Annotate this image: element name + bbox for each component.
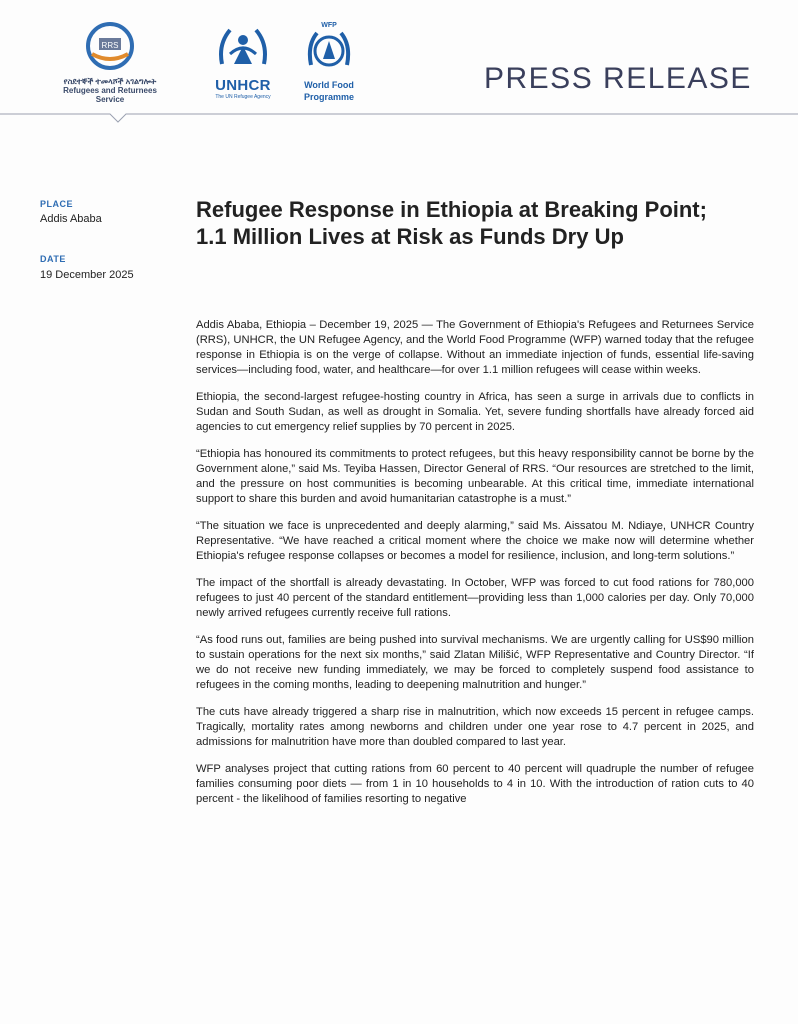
header-divider xyxy=(0,112,798,124)
paragraph: Addis Ababa, Ethiopia – December 19, 2025 — The Government of Ethiopia's Refugees and Returnees Service (RRS), UNHCR, the UN Refugee Agency, and the World Food Programme (WFP) warned today that the refugee response in Ethiopia is on the verge of collapse. Without an immediate injection of funds, essential life-saving services—including food, water, and healthcare—for over 1.1 million refugees will cease within weeks. xyxy=(196,319,754,376)
paragraph: Ethiopia, the second-largest refugee-hosting country in Africa, has seen a surge in arrivals due to conflicts in Sudan and South Sudan, as well as drought in Somalia. Yet, severe funding shortfalls have already forced aid agencies to cut emergency relief supplies by 70 percent in 2025. xyxy=(196,391,754,433)
place-value: Addis Ababa xyxy=(40,213,102,225)
unhcr-subtitle: The UN Refugee Agency xyxy=(215,94,271,100)
unhcr-laurel-icon xyxy=(216,24,270,70)
date-value: 19 December 2025 xyxy=(40,269,134,281)
wfp-logo xyxy=(296,22,362,102)
paragraph: “As food runs out, families are being pushed into survival mechanisms. We are urgently calling for US$90 million to sustain operations for the next six months,” said Zlatan Milišić, WFP Representative and Country Director. “If we do not receive new funding immediately, we may be forced to completely suspend food assistance to refugees in the coming months, leading to deepening malnutrition and hunger.” xyxy=(196,634,754,691)
rrs-caption-english: Refugees and Returnees Service xyxy=(63,86,157,104)
unhcr-logo xyxy=(205,24,281,100)
headline: Refugee Response in Ethiopia at Breaking Point; 1.1 Million Lives at Risk as Funds Dry Up xyxy=(196,197,707,249)
paragraph: The impact of the shortfall is already devastating. In October, WFP was forced to cut food rations for 780,000 refugees to just 40 percent of the standard entitlement—providing less than 1,000 calories per day. Only 70,000 newly arrived refugees currently receive full rations. xyxy=(196,577,754,619)
wfp-name-line1: World Food xyxy=(304,80,354,90)
wfp-name-line2: Programme xyxy=(303,92,355,102)
article-body xyxy=(196,318,754,819)
rrs-caption-amharic: የስደተኞች ተመላሾች አገልግሎት xyxy=(63,77,157,86)
wfp-acronym: WFP xyxy=(321,22,337,29)
rrs-logo xyxy=(52,20,168,104)
wfp-wheat-icon xyxy=(305,29,353,73)
paragraph: “The situation we face is unprecedented and deeply alarming,” said Ms. Aissatou M. Ndiaye, UNHCR Country Representative. “We have reached a critical moment where the choice we make now will determine whether Ethiopia's refugee response collapses or becomes a model for resilience, inclusion, and long-term solutions.” xyxy=(196,520,754,562)
unhcr-name: UNHCR xyxy=(215,77,271,94)
document-type-title: PRESS RELEASE xyxy=(484,62,752,95)
date-label: DATE xyxy=(40,254,66,264)
paragraph: WFP analyses project that cutting rations from 60 percent to 40 percent will quadruple the number of refugee families consuming poor diets — from 1 in 10 households to 4 in 10. With the introduction of ration cuts to 40 percent - the likelihood of families resorting to negative xyxy=(196,763,754,805)
paragraph: The cuts have already triggered a sharp rise in malnutrition, which now exceeds 15 percent in refugee camps. Tragically, mortality rates among newborns and children under one year rose to 4.7 percent in 2025, and admissions for malnutrition have more than doubled compared to last year. xyxy=(196,706,754,748)
rrs-emblem-icon xyxy=(84,20,136,72)
place-label: PLACE xyxy=(40,199,74,209)
rrs-emblem-text: RRS xyxy=(101,41,119,50)
paragraph: “Ethiopia has honoured its commitments to protect refugees, but this heavy responsibility cannot be borne by the Government alone,” said Ms. Teyiba Hassen, Director General of RRS. “Our resources are stretched to the limit, and the pressure on host communities is becoming unbearable. At this critical time, immediate international support to share this burden and avoid humanitarian catastrophe is a must.” xyxy=(196,448,754,505)
